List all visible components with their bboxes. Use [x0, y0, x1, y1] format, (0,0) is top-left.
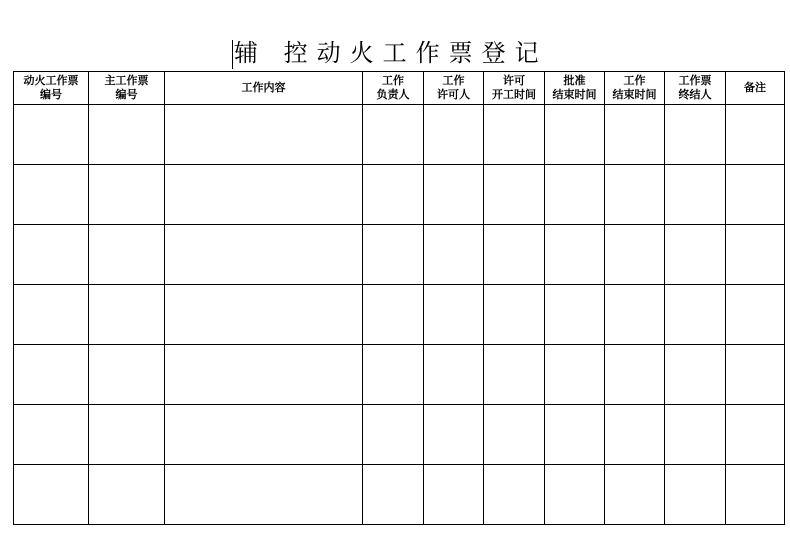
- table-cell[interactable]: [726, 165, 785, 225]
- register-body: [14, 105, 785, 525]
- header-line: 开工时间: [492, 88, 536, 101]
- table-cell[interactable]: [89, 405, 165, 465]
- table-cell[interactable]: [484, 165, 545, 225]
- document-title: 辅 控动火工作票登记: [234, 39, 548, 67]
- header-line: 备注: [744, 81, 766, 94]
- column-header-main-ticket-no: [89, 72, 165, 105]
- table-cell[interactable]: [605, 105, 665, 165]
- table-cell[interactable]: [363, 285, 424, 345]
- header-line: 许可人: [437, 88, 470, 101]
- table-cell[interactable]: [545, 345, 605, 405]
- table-cell[interactable]: [484, 345, 545, 405]
- header-line: 结束时间: [612, 88, 657, 101]
- column-header-work-end-time: [605, 72, 665, 105]
- table-cell[interactable]: [605, 225, 665, 285]
- column-header-remarks: [726, 72, 785, 105]
- table-row: [14, 345, 785, 405]
- table-cell[interactable]: [665, 405, 726, 465]
- table-cell[interactable]: [545, 405, 605, 465]
- table-cell[interactable]: [424, 285, 484, 345]
- column-header-permit-start-time: [484, 72, 545, 105]
- table-cell[interactable]: [89, 225, 165, 285]
- table-cell[interactable]: [665, 465, 726, 525]
- table-cell[interactable]: [363, 465, 424, 525]
- table-cell[interactable]: [363, 405, 424, 465]
- table-cell[interactable]: [89, 345, 165, 405]
- table-cell[interactable]: [484, 405, 545, 465]
- table-cell[interactable]: [545, 285, 605, 345]
- table-cell[interactable]: [424, 225, 484, 285]
- table-cell[interactable]: [424, 345, 484, 405]
- table-cell[interactable]: [665, 105, 726, 165]
- table-cell[interactable]: [665, 285, 726, 345]
- table-cell[interactable]: [165, 225, 363, 285]
- table-cell[interactable]: [165, 405, 363, 465]
- table-cell[interactable]: [14, 285, 89, 345]
- column-header-work-content: [165, 72, 363, 105]
- header-line: 编号: [115, 88, 138, 101]
- table-cell[interactable]: [726, 345, 785, 405]
- header-line: 工作: [382, 74, 404, 87]
- table-cell[interactable]: [726, 285, 785, 345]
- table-cell[interactable]: [424, 405, 484, 465]
- table-cell[interactable]: [424, 165, 484, 225]
- table-cell[interactable]: [89, 285, 165, 345]
- table-row: [14, 405, 785, 465]
- table-cell[interactable]: [165, 345, 363, 405]
- table-cell[interactable]: [605, 405, 665, 465]
- hot-work-permit-register-table: [13, 71, 785, 525]
- table-cell[interactable]: [165, 165, 363, 225]
- header-line: 批准: [563, 74, 586, 87]
- table-cell[interactable]: [424, 465, 484, 525]
- table-cell[interactable]: [484, 285, 545, 345]
- table-row: [14, 105, 785, 165]
- table-cell[interactable]: [363, 225, 424, 285]
- table-cell[interactable]: [726, 225, 785, 285]
- table-cell[interactable]: [484, 465, 545, 525]
- table-row: [14, 165, 785, 225]
- table-cell[interactable]: [605, 165, 665, 225]
- table-cell[interactable]: [165, 465, 363, 525]
- table-cell[interactable]: [165, 105, 363, 165]
- table-cell[interactable]: [89, 165, 165, 225]
- table-cell[interactable]: [14, 345, 89, 405]
- header-line: 结束时间: [552, 88, 597, 101]
- table-cell[interactable]: [605, 285, 665, 345]
- header-line: 工作内容: [241, 81, 286, 94]
- table-cell[interactable]: [665, 225, 726, 285]
- table-cell[interactable]: [545, 465, 605, 525]
- header-row: [14, 72, 785, 105]
- header-line: 工作: [442, 74, 465, 87]
- table-cell[interactable]: [14, 105, 89, 165]
- column-header-work-leader: [363, 72, 424, 105]
- column-header-work-permitter: [424, 72, 484, 105]
- table-cell[interactable]: [726, 405, 785, 465]
- table-cell[interactable]: [14, 165, 89, 225]
- table-cell[interactable]: [545, 225, 605, 285]
- table-cell[interactable]: [363, 105, 424, 165]
- table-cell[interactable]: [14, 225, 89, 285]
- header-line: 负责人: [376, 88, 410, 101]
- text-cursor: [232, 40, 233, 69]
- table-cell[interactable]: [165, 285, 363, 345]
- table-cell[interactable]: [363, 165, 424, 225]
- table-cell[interactable]: [484, 225, 545, 285]
- header-line: 工作: [623, 74, 646, 87]
- table-row: [14, 465, 785, 525]
- table-cell[interactable]: [89, 465, 165, 525]
- table-cell[interactable]: [14, 465, 89, 525]
- table-row: [14, 225, 785, 285]
- header-line: 主工作票: [104, 74, 149, 87]
- table-cell[interactable]: [665, 345, 726, 405]
- table-cell[interactable]: [484, 105, 545, 165]
- header-line: 工作票: [678, 74, 712, 87]
- table-cell[interactable]: [665, 165, 726, 225]
- header-line: 动火工作票: [23, 74, 79, 87]
- table-cell[interactable]: [605, 345, 665, 405]
- table-row: [14, 285, 785, 345]
- column-header-ticket-closer: [665, 72, 726, 105]
- table-cell[interactable]: [89, 105, 165, 165]
- table-cell[interactable]: [363, 345, 424, 405]
- table-cell[interactable]: [424, 105, 484, 165]
- table-cell[interactable]: [726, 465, 785, 525]
- header-line: 终结人: [678, 88, 712, 101]
- column-header-approved-end-time: [545, 72, 605, 105]
- table-cell[interactable]: [605, 465, 665, 525]
- column-header-hot-work-ticket-no: [14, 72, 89, 105]
- table-cell[interactable]: [545, 165, 605, 225]
- header-line: 编号: [40, 88, 62, 101]
- header-line: 许可: [503, 74, 525, 87]
- table-cell[interactable]: [545, 105, 605, 165]
- table-cell[interactable]: [14, 405, 89, 465]
- table-cell[interactable]: [726, 105, 785, 165]
